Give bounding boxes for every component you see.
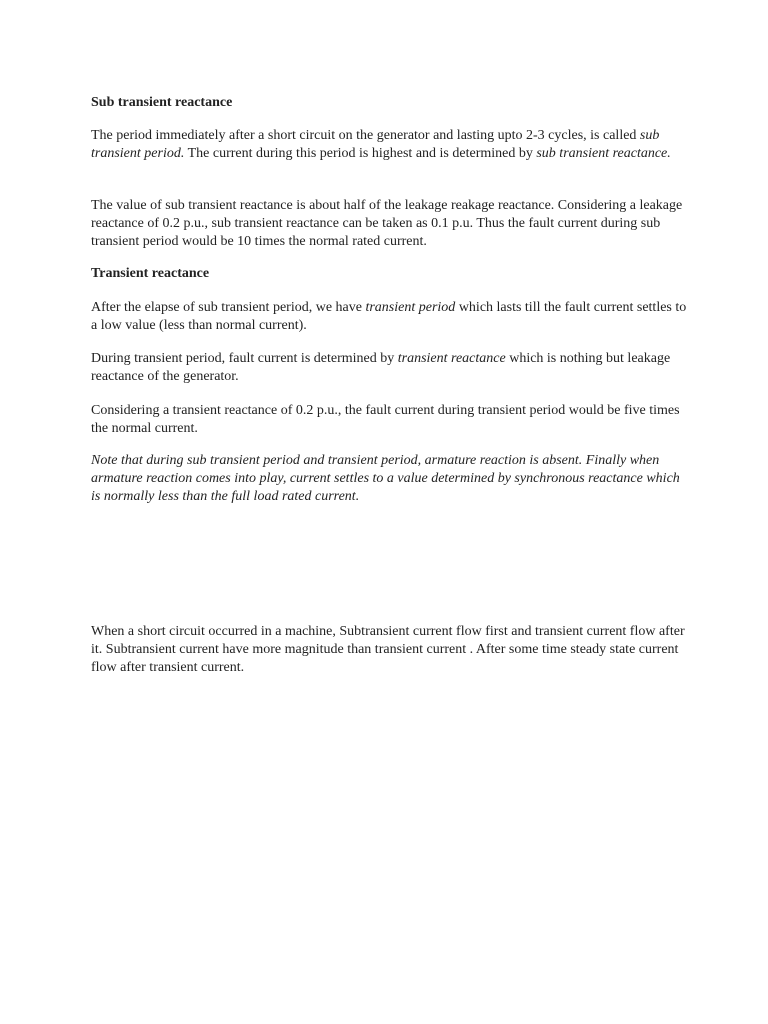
paragraph-text: which lasts till the fault current settles to a low value (less than normal current). bbox=[91, 300, 687, 333]
paragraph-sub-transient-period bbox=[91, 127, 691, 163]
heading-sub-transient-reactance: Sub transient reactance bbox=[91, 95, 233, 110]
paragraph-transient-considering: Considering a transient reactance of 0.2 p.u., the fault current during transient period would be five times the normal current. bbox=[91, 403, 680, 436]
paragraph-transient-fault-current bbox=[91, 350, 691, 386]
paragraph-transient-period bbox=[91, 299, 691, 335]
paragraph-text: which is nothing but leakage reactance of the generator. bbox=[91, 351, 671, 384]
paragraph-text: The current during this period is highest and is determined by bbox=[184, 146, 537, 161]
paragraph-closing: When a short circuit occurred in a machine, Subtransient current flow first and transient current flow after it. Subtransient current have more magnitude than transient current . After some time steady state current flow after transient current. bbox=[91, 624, 685, 675]
emphasis-transient-reactance: transient reactance bbox=[397, 351, 506, 366]
note-armature-reaction: Note that during sub transient period and transient period, armature reaction is absent. Finally when armature reaction comes into play, current settles to a value determined by synchronous reactance which is normally less than the full load rated current. bbox=[91, 453, 680, 504]
heading-transient-reactance: Transient reactance bbox=[91, 266, 210, 281]
paragraph-text: During transient period, fault current is determined by bbox=[91, 351, 398, 366]
emphasis-sub-transient-period: sub transient period. bbox=[91, 128, 660, 161]
paragraph-text: After the elapse of sub transient period, we have bbox=[91, 300, 366, 315]
paragraph-sub-transient-value: The value of sub transient reactance is about half of the leakage reakage reactance. Considering a leakage reactance of 0.2 p.u., sub transient reactance can be taken as 0.1 p.u. Thus the fault current during sub transient period would be 10 times the normal rated current. bbox=[91, 198, 683, 249]
paragraph-text: The period immediately after a short circuit on the generator and lasting upto 2-3 cycles, is called bbox=[91, 128, 640, 143]
emphasis-sub-transient-reactance: sub transient reactance. bbox=[536, 146, 671, 161]
emphasis-transient-period: transient period bbox=[365, 300, 456, 315]
